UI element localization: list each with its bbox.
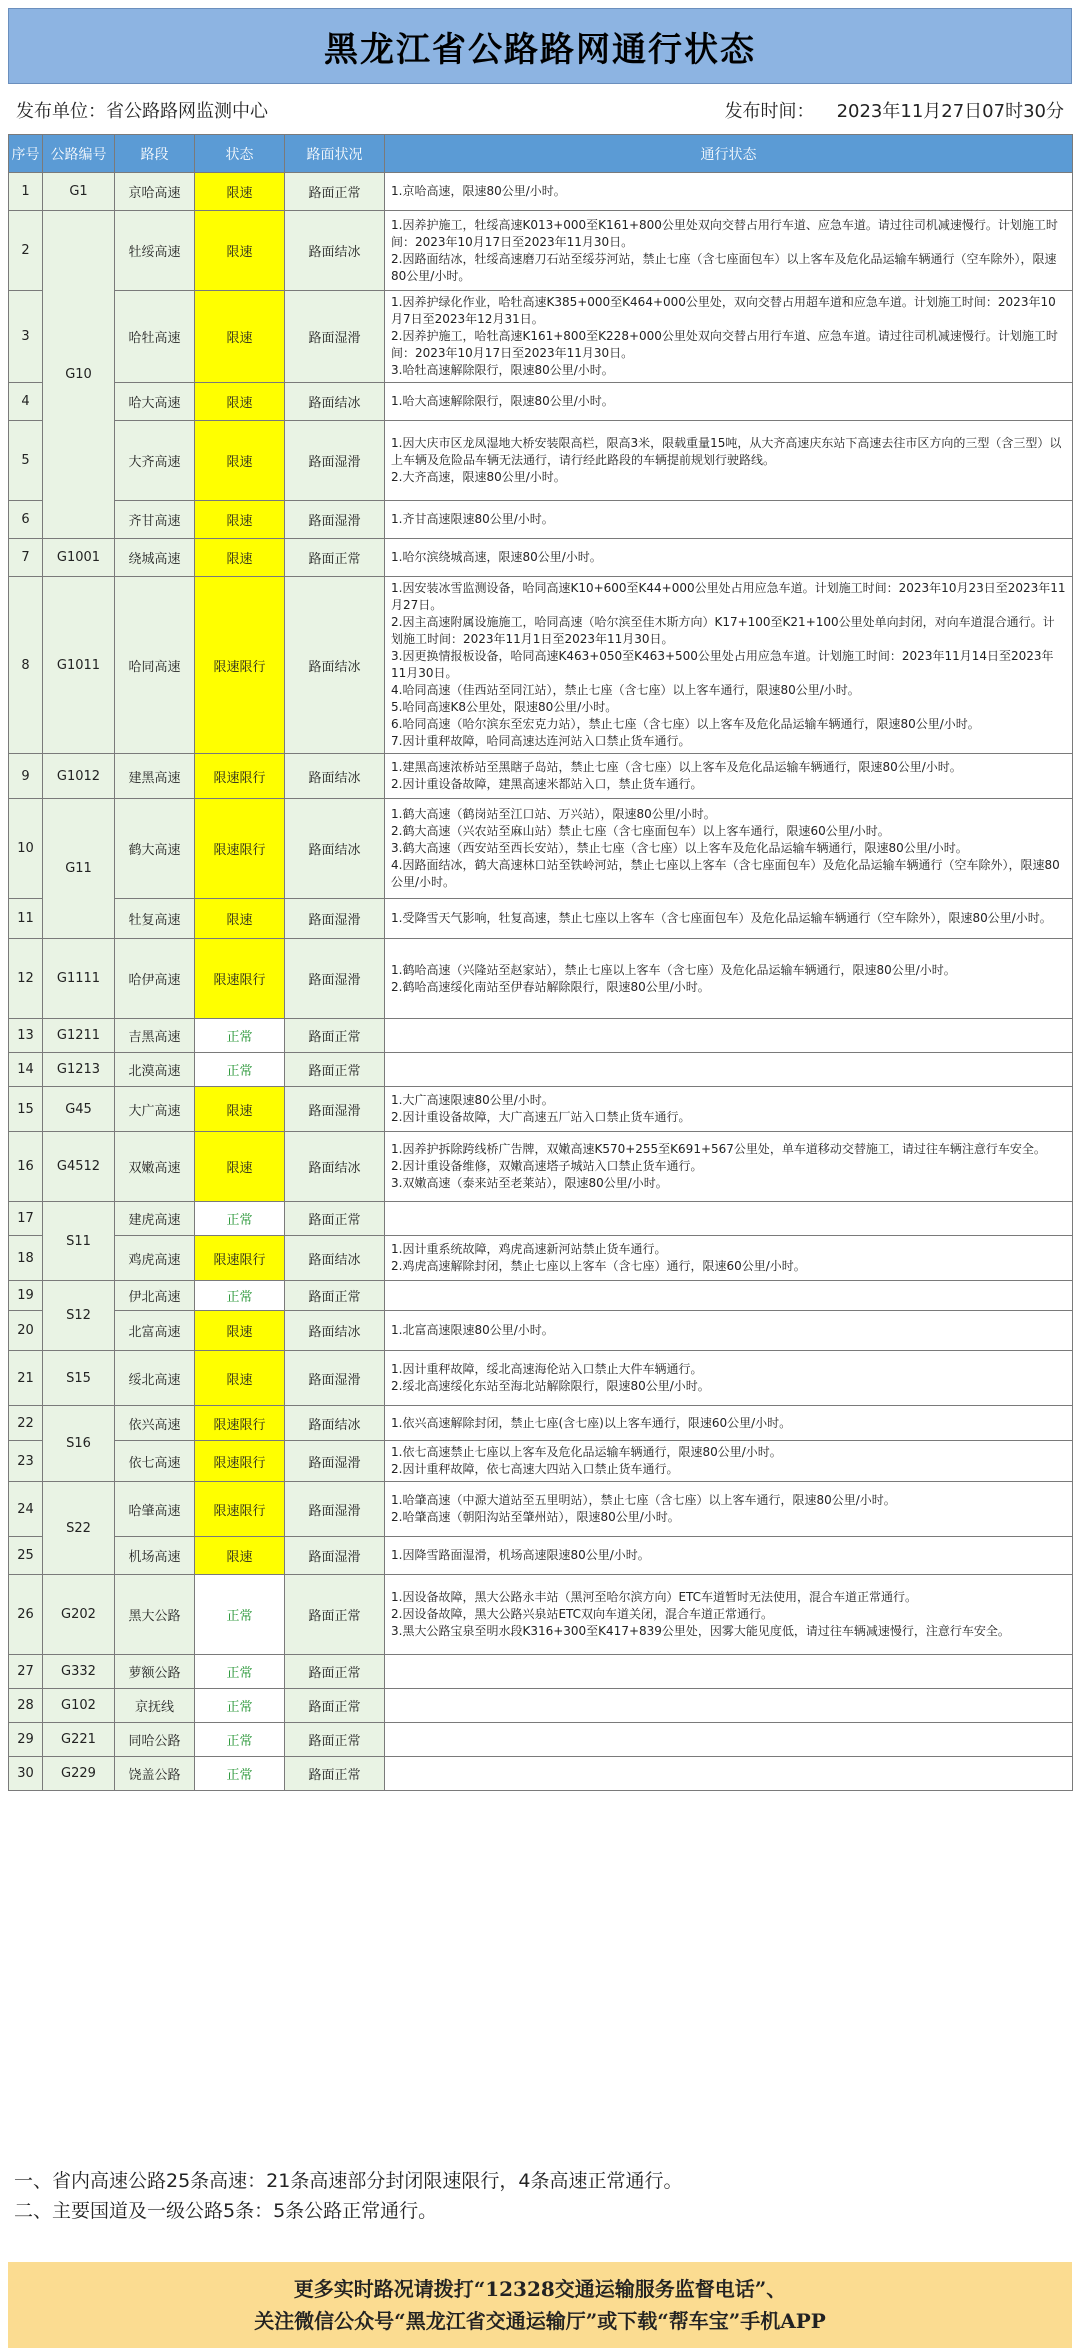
surface-condition: 路面正常 — [285, 1281, 385, 1311]
detail-line: 1.依七高速禁止七座以上客车及危化品运输车辆通行，限速80公里/小时。 — [391, 1445, 782, 1459]
status-badge: 正常 — [226, 1064, 253, 1079]
detail-line: 1.鹤大高速（鹤岗站至江口站、万兴站），限速80公里/小时。 — [391, 807, 716, 821]
traffic-detail — [385, 1537, 1073, 1575]
road-name: 鸡虎高速 — [115, 1236, 195, 1281]
road-code: G332 — [43, 1655, 115, 1689]
road-code: S16 — [43, 1406, 115, 1482]
row-index: 14 — [9, 1053, 43, 1087]
table-row — [9, 1311, 1073, 1351]
traffic-detail — [385, 1132, 1073, 1202]
detail-line: 2.因计重秤故障，依七高速大四站入口禁止货车通行。 — [391, 1462, 679, 1476]
summary — [8, 2156, 1072, 2254]
status-badge: 限速 — [226, 331, 253, 346]
status-badge: 限速限行 — [213, 1503, 266, 1519]
footer-banner — [8, 2262, 1072, 2348]
table-row — [9, 1132, 1073, 1202]
summary-line: 一、省内高速公路25条高速：21条高速部分封闭限速限行，4条高速正常通行。 — [14, 2170, 683, 2192]
surface-condition: 路面湿滑 — [285, 1537, 385, 1575]
surface-condition: 路面结冰 — [285, 799, 385, 899]
status-badge: 正常 — [226, 1290, 253, 1305]
surface-condition: 路面湿滑 — [285, 1482, 385, 1537]
detail-line: 1.哈肇高速（中源大道站至五里明站），禁止七座（含七座）以上客车通行，限速80公里/小时。 — [391, 1493, 896, 1507]
status-cell — [195, 754, 285, 799]
road-name: 伊北高速 — [115, 1281, 195, 1311]
traffic-detail — [385, 754, 1073, 799]
header-status: 状态 — [195, 135, 285, 173]
traffic-detail — [385, 1406, 1073, 1441]
traffic-detail — [385, 1087, 1073, 1132]
table-row — [9, 539, 1073, 577]
road-name: 建黑高速 — [115, 754, 195, 799]
traffic-detail — [385, 1236, 1073, 1281]
status-cell — [195, 899, 285, 939]
header-code: 公路编号 — [43, 135, 115, 173]
status-cell — [195, 1053, 285, 1087]
table-row — [9, 383, 1073, 421]
road-name: 依兴高速 — [115, 1406, 195, 1441]
detail-line: 1.因降雪路面湿滑，机场高速限速80公里/小时。 — [391, 1548, 650, 1562]
traffic-detail — [385, 421, 1073, 501]
detail-line: 1.因计重系统故障，鸡虎高速新河站禁止货车通行。 — [391, 1242, 667, 1256]
traffic-detail — [385, 1202, 1073, 1236]
road-name: 牡复高速 — [115, 899, 195, 939]
road-name: 吉黑高速 — [115, 1019, 195, 1053]
status-cell — [195, 1087, 285, 1132]
detail-line: 3.双嫩高速（泰来站至老莱站），限速80公里/小时。 — [391, 1176, 668, 1190]
status-cell — [195, 577, 285, 754]
detail-line: 2.因计重设备故障，建黑高速米都站入口，禁止货车通行。 — [391, 777, 703, 791]
road-name: 齐甘高速 — [115, 501, 195, 539]
status-badge: 正常 — [226, 1213, 253, 1228]
surface-condition: 路面湿滑 — [285, 501, 385, 539]
detail-line: 1.因安装冰雪监测设备，哈同高速K10+600至K44+000公里处占用应急车道。计划施工时间：2023年10月23日至2023年11月27日。 — [391, 581, 1066, 612]
row-index: 8 — [9, 577, 43, 754]
surface-condition: 路面结冰 — [285, 1132, 385, 1202]
table-row — [9, 939, 1073, 1019]
row-index: 19 — [9, 1281, 43, 1311]
road-code: G1213 — [43, 1053, 115, 1087]
traffic-detail — [385, 799, 1073, 899]
road-name: 依七高速 — [115, 1441, 195, 1482]
road-name: 哈伊高速 — [115, 939, 195, 1019]
status-badge: 限速限行 — [213, 1455, 266, 1471]
detail-line: 1.建黑高速浓桥站至黑瞎子岛站，禁止七座（含七座）以上客车及危化品运输车辆通行，限速80公里/小时。 — [391, 760, 962, 774]
road-code: G4512 — [43, 1132, 115, 1202]
table-row — [9, 1351, 1073, 1406]
detail-line: 1.哈大高速解除限行，限速80公里/小时。 — [391, 394, 614, 408]
table-row — [9, 1757, 1073, 1791]
table-row — [9, 1537, 1073, 1575]
traffic-detail — [385, 501, 1073, 539]
row-index: 25 — [9, 1537, 43, 1575]
detail-line: 2.鹤哈高速绥化南站至伊春站解除限行，限速80公里/小时。 — [391, 979, 710, 994]
road-name: 京抚线 — [115, 1689, 195, 1723]
detail-line: 1.鹤哈高速（兴隆站至赵家站），禁止七座以上客车（含七座）及危化品运输车辆通行，限速80公里/小时。 — [391, 962, 956, 977]
detail-line: 2.因路面结冰，牡绥高速磨刀石站至绥芬河站，禁止七座（含七座面包车）以上客车及危化品运输车辆通行（空车除外），限速80公里/小时。 — [391, 251, 1057, 283]
header-index: 序号 — [9, 135, 43, 173]
surface-condition: 路面正常 — [285, 173, 385, 211]
table-row — [9, 754, 1073, 799]
detail-line: 2.因养护施工，哈牡高速K161+800至K228+000公里处双向交替占用行车道、应急车道。请过往司机减速慢行。计划施工时间：2023年10月17日至2023年11月30日。 — [391, 329, 1058, 360]
status-badge: 限速限行 — [213, 659, 266, 675]
surface-condition: 路面正常 — [285, 1655, 385, 1689]
table-row — [9, 1689, 1073, 1723]
table-row — [9, 577, 1073, 754]
traffic-detail — [385, 539, 1073, 577]
road-name: 哈大高速 — [115, 383, 195, 421]
road-name: 哈肇高速 — [115, 1482, 195, 1537]
traffic-detail — [385, 1757, 1073, 1791]
status-badge: 正常 — [226, 1734, 253, 1749]
traffic-detail — [385, 899, 1073, 939]
status-badge: 限速 — [226, 913, 253, 928]
status-cell — [195, 1236, 285, 1281]
table-row — [9, 1087, 1073, 1132]
row-index: 10 — [9, 799, 43, 899]
road-name: 绕城高速 — [115, 539, 195, 577]
table-row — [9, 1406, 1073, 1441]
detail-line: 1.哈尔滨绕城高速，限速80公里/小时。 — [391, 550, 602, 564]
table-row — [9, 1281, 1073, 1311]
road-name: 萝额公路 — [115, 1655, 195, 1689]
row-index: 27 — [9, 1655, 43, 1689]
road-name: 京哈高速 — [115, 173, 195, 211]
row-index: 26 — [9, 1575, 43, 1655]
status-badge: 限速 — [226, 552, 253, 567]
road-code: G45 — [43, 1087, 115, 1132]
road-name: 北富高速 — [115, 1311, 195, 1351]
publish-bar — [8, 86, 1072, 134]
road-code: G1012 — [43, 754, 115, 799]
row-index: 2 — [9, 211, 43, 291]
detail-line: 3.因更换情报板设备，哈同高速K463+050至K463+500公里处占用应急车道。计划施工时间：2023年11月14日至2023年11月30日。 — [391, 649, 1054, 680]
surface-condition: 路面正常 — [285, 1019, 385, 1053]
road-name: 北漠高速 — [115, 1053, 195, 1087]
header-surface: 路面状况 — [285, 135, 385, 173]
status-badge: 限速 — [226, 396, 253, 411]
table-row — [9, 1482, 1073, 1537]
footer-line: 关注微信公众号“黑龙江省交通运输厅”或下载“帮车宝”手机APP — [254, 2309, 826, 2333]
status-badge: 正常 — [226, 1609, 253, 1624]
publish-time: 2023年11月27日07时30分 — [836, 101, 1064, 122]
surface-condition: 路面湿滑 — [285, 291, 385, 383]
detail-line: 1.受降雪天气影响，牡复高速，禁止七座以上客车（含七座面包车）及危化品运输车辆通行（空车除外），限速80公里/小时。 — [391, 911, 1052, 925]
detail-line: 1.因计重秤故障，绥北高速海伦站入口禁止大件车辆通行。 — [391, 1362, 703, 1376]
surface-condition: 路面结冰 — [285, 1236, 385, 1281]
detail-line: 3.鹤大高速（西安站至西长安站），禁止七座（含七座）以上客车及危化品运输车辆通行，限速80公里/小时。 — [391, 841, 968, 855]
status-cell — [195, 1575, 285, 1655]
detail-line: 3.哈牡高速解除限行，限速80公里/小时。 — [391, 363, 614, 377]
status-badge: 限速限行 — [213, 1252, 266, 1268]
detail-line: 2.大齐高速，限速80公里/小时。 — [391, 470, 566, 484]
row-index: 29 — [9, 1723, 43, 1757]
detail-line: 1.因养护施工，牡绥高速K013+000至K161+800公里处双向交替占用行车道、应急车道。请过往司机减速慢行。计划施工时间：2023年10月17日至2023年11月30日。 — [391, 217, 1058, 249]
status-cell — [195, 539, 285, 577]
surface-condition: 路面结冰 — [285, 754, 385, 799]
surface-condition: 路面正常 — [285, 1757, 385, 1791]
status-badge: 限速限行 — [213, 973, 266, 988]
status-cell — [195, 1311, 285, 1351]
status-cell — [195, 1019, 285, 1053]
detail-line: 4.哈同高速（佳西站至同江站），禁止七座（含七座）以上客车通行，限速80公里/小时。 — [391, 683, 860, 697]
detail-line: 2.因计重设备维修，双嫩高速塔子城站入口禁止货车通行。 — [391, 1159, 703, 1173]
status-cell — [195, 173, 285, 211]
status-cell — [195, 1406, 285, 1441]
table-row — [9, 211, 1073, 291]
road-name: 建虎高速 — [115, 1202, 195, 1236]
table-row — [9, 1053, 1073, 1087]
detail-line: 1.因设备故障，黑大公路永丰站（黑河至哈尔滨方向）ETC车道暂时无法使用，混合车道正常通行。 — [391, 1590, 918, 1604]
status-cell — [195, 291, 285, 383]
road-name: 牡绥高速 — [115, 211, 195, 291]
row-index: 13 — [9, 1019, 43, 1053]
surface-condition: 路面正常 — [285, 1202, 385, 1236]
status-badge: 正常 — [226, 1666, 253, 1681]
traffic-detail — [385, 1351, 1073, 1406]
surface-condition: 路面正常 — [285, 1723, 385, 1757]
status-badge: 限速 — [226, 1161, 253, 1176]
status-cell — [195, 211, 285, 291]
detail-line: 6.哈同高速（哈尔滨东至宏克力站），禁止七座（含七座）以上客车及危化品运输车辆通行，限速80公里/小时。 — [391, 717, 980, 731]
row-index: 17 — [9, 1202, 43, 1236]
status-badge: 限速 — [226, 1372, 253, 1388]
surface-condition: 路面湿滑 — [285, 1351, 385, 1406]
road-code: G221 — [43, 1723, 115, 1757]
traffic-detail — [385, 1441, 1073, 1482]
detail-line: 2.因设备故障，黑大公路兴泉站ETC双向车道关闭，混合车道正常通行。 — [391, 1607, 774, 1621]
table-row — [9, 501, 1073, 539]
status-cell — [195, 1441, 285, 1482]
status-badge: 限速 — [226, 1550, 253, 1565]
traffic-detail — [385, 1723, 1073, 1757]
row-index: 6 — [9, 501, 43, 539]
traffic-detail — [385, 211, 1073, 291]
traffic-detail — [385, 1575, 1073, 1655]
row-index: 5 — [9, 421, 43, 501]
status-cell — [195, 383, 285, 421]
row-index: 1 — [9, 173, 43, 211]
status-cell — [195, 1537, 285, 1575]
status-badge: 限速限行 — [213, 843, 266, 858]
traffic-detail — [385, 1689, 1073, 1723]
traffic-detail — [385, 1019, 1073, 1053]
detail-line: 2.因计重设备故障，大广高速五厂站入口禁止货车通行。 — [391, 1110, 691, 1124]
road-code: G229 — [43, 1757, 115, 1791]
publish-time-group — [725, 97, 1064, 123]
row-index: 11 — [9, 899, 43, 939]
table-row — [9, 1236, 1073, 1281]
table-row — [9, 1019, 1073, 1053]
status-cell — [195, 1132, 285, 1202]
status-badge: 正常 — [226, 1030, 253, 1045]
header-road: 路段 — [115, 135, 195, 173]
surface-condition: 路面湿滑 — [285, 1441, 385, 1482]
table-row — [9, 1202, 1073, 1236]
road-name: 同哈公路 — [115, 1723, 195, 1757]
table-row — [9, 421, 1073, 501]
road-code: G1001 — [43, 539, 115, 577]
status-cell — [195, 1482, 285, 1537]
road-name: 鹤大高速 — [115, 799, 195, 899]
publish-time-label: 发布时间： — [724, 101, 815, 122]
detail-line: 1.依兴高速解除封闭，禁止七座(含七座)以上客车通行，限速60公里/小时。 — [391, 1415, 792, 1430]
row-index: 18 — [9, 1236, 43, 1281]
status-cell — [195, 421, 285, 501]
surface-condition: 路面正常 — [285, 539, 385, 577]
table-row — [9, 799, 1073, 899]
row-index: 24 — [9, 1482, 43, 1537]
status-cell — [195, 1655, 285, 1689]
road-code: S22 — [43, 1482, 115, 1575]
detail-line: 1.因养护绿化作业，哈牡高速K385+000至K464+000公里处，双向交替占用超车道和应急车道。计划施工时间：2023年10月7日至2023年12月31日。 — [391, 295, 1056, 326]
road-name: 机场高速 — [115, 1537, 195, 1575]
detail-line: 1.京哈高速，限速80公里/小时。 — [391, 184, 566, 198]
table-row — [9, 1575, 1073, 1655]
status-badge: 限速 — [226, 455, 253, 470]
road-name: 绥北高速 — [115, 1351, 195, 1406]
detail-line: 2.绥北高速绥化东站至海北站解除限行，限速80公里/小时。 — [391, 1379, 710, 1393]
road-code: G1 — [43, 173, 115, 211]
table-row — [9, 899, 1073, 939]
road-code: S12 — [43, 1281, 115, 1351]
traffic-detail — [385, 1482, 1073, 1537]
row-index: 21 — [9, 1351, 43, 1406]
row-index: 12 — [9, 939, 43, 1019]
traffic-detail — [385, 291, 1073, 383]
status-cell — [195, 799, 285, 899]
row-index: 7 — [9, 539, 43, 577]
row-index: 3 — [9, 291, 43, 383]
detail-line: 1.北富高速限速80公里/小时。 — [391, 1323, 554, 1337]
status-badge: 正常 — [226, 1700, 253, 1715]
traffic-detail — [385, 383, 1073, 421]
status-badge: 限速 — [226, 1103, 253, 1119]
row-index: 22 — [9, 1406, 43, 1441]
traffic-detail — [385, 577, 1073, 754]
status-cell — [195, 939, 285, 1019]
publisher: 发布单位：省公路路网监测中心 — [16, 101, 268, 122]
table-body — [9, 173, 1073, 1791]
row-index: 4 — [9, 383, 43, 421]
surface-condition: 路面湿滑 — [285, 1087, 385, 1132]
table-row — [9, 173, 1073, 211]
road-name: 黑大公路 — [115, 1575, 195, 1655]
status-badge: 限速限行 — [213, 770, 266, 786]
road-code: G1011 — [43, 577, 115, 754]
road-name: 双嫩高速 — [115, 1132, 195, 1202]
road-code: G11 — [43, 799, 115, 939]
footer-line: 更多实时路况请拨打“12328交通运输服务监督电话”、 — [293, 2277, 787, 2301]
detail-line: 4.因路面结冰，鹤大高速林口站至铁岭河站，禁止七座以上客车（含七座面包车）及危化品运输车辆通行（空车除外），限速80公里/小时。 — [391, 858, 1060, 889]
status-badge: 正常 — [226, 1768, 253, 1783]
status-cell — [195, 1757, 285, 1791]
detail-line: 7.因计重秤故障，哈同高速达连河站入口禁止货车通行。 — [391, 734, 691, 748]
row-index: 30 — [9, 1757, 43, 1791]
row-index: 16 — [9, 1132, 43, 1202]
table-row — [9, 291, 1073, 383]
row-index: 9 — [9, 754, 43, 799]
status-cell — [195, 1202, 285, 1236]
traffic-detail — [385, 1311, 1073, 1351]
road-code: S15 — [43, 1351, 115, 1406]
traffic-detail — [385, 939, 1073, 1019]
traffic-detail — [385, 1281, 1073, 1311]
header-detail: 通行状态 — [385, 135, 1073, 173]
surface-condition: 路面湿滑 — [285, 421, 385, 501]
road-name: 哈同高速 — [115, 577, 195, 754]
status-cell — [195, 1689, 285, 1723]
summary-line: 二、主要国道及一级公路5条：5条公路正常通行。 — [14, 2200, 438, 2222]
road-code: G10 — [43, 211, 115, 539]
road-name: 大齐高速 — [115, 421, 195, 501]
road-code: G202 — [43, 1575, 115, 1655]
surface-condition: 路面结冰 — [285, 383, 385, 421]
surface-condition: 路面正常 — [285, 1575, 385, 1655]
detail-line: 3.黑大公路宝泉至明水段K316+300至K417+839公里处，因雾大能见度低，请过往车辆减速慢行，注意行车安全。 — [391, 1624, 1010, 1638]
detail-line: 1.因养护拆除跨线桥广告牌，双嫩高速K570+255至K691+567公里处，单车道移动交替施工，请过往车辆注意行车安全。 — [391, 1142, 1046, 1156]
status-badge: 限速 — [226, 514, 253, 529]
detail-line: 2.鸡虎高速解除封闭，禁止七座以上客车（含七座）通行，限速60公里/小时。 — [391, 1259, 806, 1273]
status-cell — [195, 1351, 285, 1406]
detail-line: 2.因主高速附属设施施工，哈同高速（哈尔滨至佳木斯方向）K17+100至K21+100公里处单向封闭，对向车道混合通行。计划施工时间：2023年11月1日至2023年11月30日。 — [391, 615, 1055, 646]
status-badge: 限速限行 — [213, 1417, 266, 1433]
row-index: 23 — [9, 1441, 43, 1482]
detail-line: 5.哈同高速K8公里处，限速80公里/小时。 — [391, 700, 618, 714]
surface-condition: 路面正常 — [285, 1689, 385, 1723]
road-name: 哈牡高速 — [115, 291, 195, 383]
road-code: S11 — [43, 1202, 115, 1281]
traffic-detail — [385, 1655, 1073, 1689]
detail-line: 1.因大庆市区龙凤湿地大桥安装限高栏，限高3米，限载重量15吨，从大齐高速庆东站下高速去往市区方向的三型（含三型）以上车辆及危险品车辆无法通行，请行经此路段的车辆提前规划行驶路线。 — [391, 436, 1062, 467]
detail-line: 1.齐甘高速限速80公里/小时。 — [391, 512, 554, 526]
road-code: G102 — [43, 1689, 115, 1723]
surface-condition: 路面结冰 — [285, 1406, 385, 1441]
table-header-row — [9, 135, 1073, 173]
detail-line: 2.哈肇高速（朝阳沟站至肇州站），限速80公里/小时。 — [391, 1510, 680, 1524]
road-code: G1211 — [43, 1019, 115, 1053]
surface-condition: 路面湿滑 — [285, 939, 385, 1019]
status-badge: 限速 — [226, 1325, 253, 1340]
road-name: 饶盖公路 — [115, 1757, 195, 1791]
status-cell — [195, 1723, 285, 1757]
row-index: 28 — [9, 1689, 43, 1723]
table-row — [9, 1655, 1073, 1689]
traffic-detail — [385, 1053, 1073, 1087]
status-cell — [195, 1281, 285, 1311]
row-index: 20 — [9, 1311, 43, 1351]
page-title: 黑龙江省公路路网通行状态 — [8, 8, 1072, 84]
table-row — [9, 1441, 1073, 1482]
surface-condition: 路面结冰 — [285, 211, 385, 291]
surface-condition: 路面结冰 — [285, 1311, 385, 1351]
row-index: 15 — [9, 1087, 43, 1132]
status-badge: 限速 — [226, 186, 253, 201]
status-badge: 限速 — [226, 245, 253, 260]
status-cell — [195, 501, 285, 539]
surface-condition: 路面正常 — [285, 1053, 385, 1087]
table-row — [9, 1723, 1073, 1757]
detail-line: 1.大广高速限速80公里/小时。 — [391, 1093, 554, 1107]
road-name: 大广高速 — [115, 1087, 195, 1132]
traffic-detail — [385, 173, 1073, 211]
road-status-table — [8, 134, 1073, 1791]
detail-line: 2.鹤大高速（兴农站至麻山站）禁止七座（含七座面包车）以上客车通行，限速60公里/小时。 — [391, 824, 890, 838]
surface-condition: 路面湿滑 — [285, 899, 385, 939]
road-code: G1111 — [43, 939, 115, 1019]
surface-condition: 路面结冰 — [285, 577, 385, 754]
